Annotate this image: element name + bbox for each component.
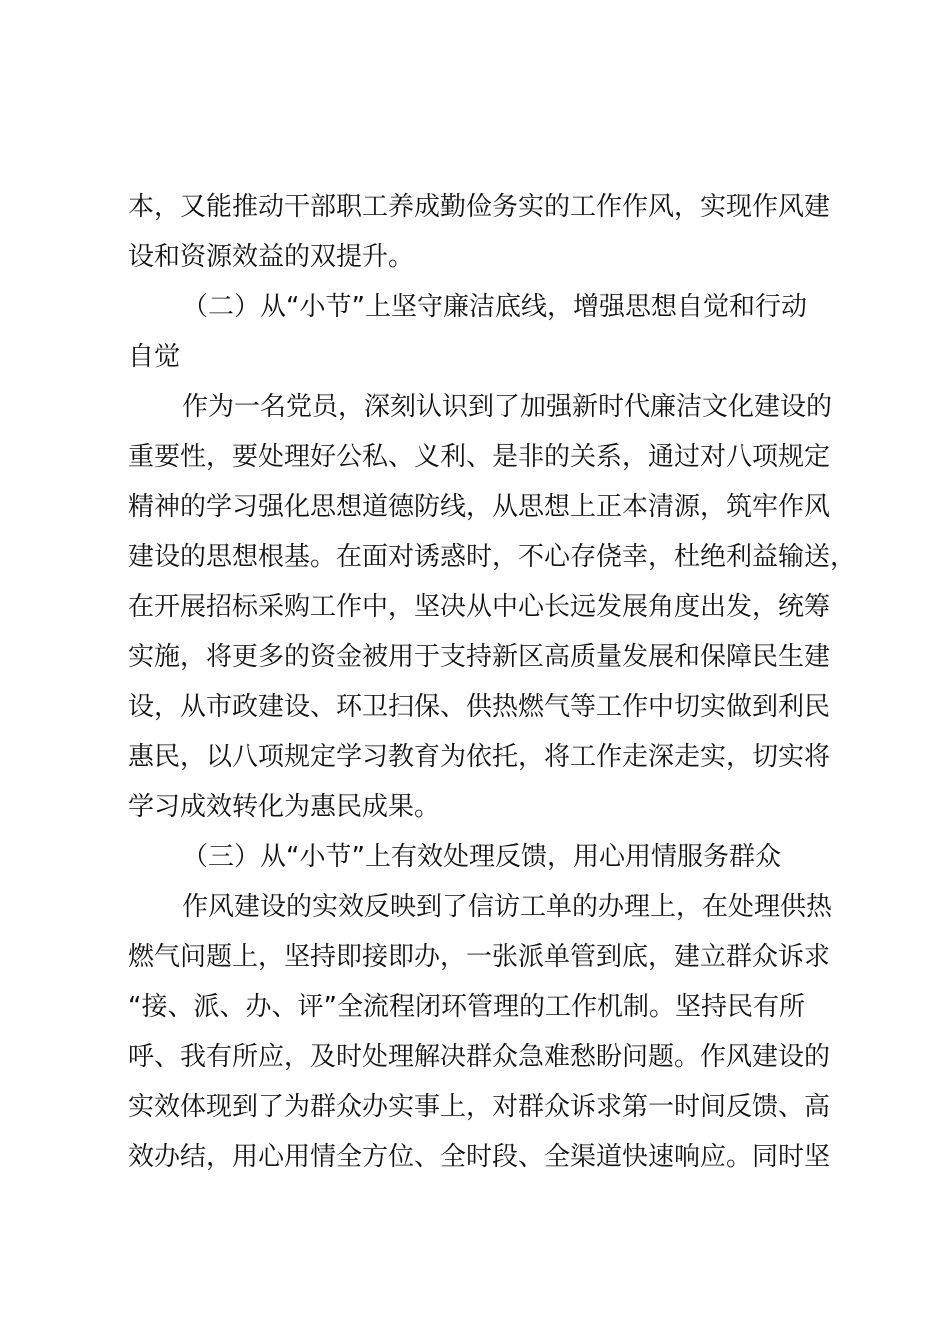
text-line: 实效体现到了为群众办实事上，对群众诉求第一时间反馈、高 [128,1092,831,1122]
text-line: 作为一名党员，深刻认识到了加强新时代廉洁文化建设的 [182,392,833,422]
text-line: 本，又能推动干部职工养成勤俭务实的工作作风，实现作风建 [128,192,831,222]
text-line: 设和资源效益的双提升。 [128,242,415,272]
section-heading-line: 自觉 [128,342,181,372]
section-heading-line: （三）从“小节”上有效处理反馈，用心用情服务群众 [182,842,781,872]
text-line: 惠民，以八项规定学习教育为依托，将工作走深走实，切实将 [128,742,831,772]
text-line: 重要性，要处理好公私、义利、是非的关系，通过对八项规定 [128,442,831,472]
text-line: 学习成效转化为惠民成果。 [128,792,441,822]
text-line: 燃气问题上，坚持即接即办，一张派单管到底，建立群众诉求 [128,942,831,972]
text-line: 实施，将更多的资金被用于支持新区高质量发展和保障民生建 [128,642,831,672]
text-line: 精神的学习强化思想道德防线，从思想上正本清源，筑牢作风 [128,492,831,522]
text-line: 效办结，用心用情全方位、全时段、全渠道快速响应。同时坚 [128,1142,831,1172]
text-line: 呼、我有所应，及时处理解决群众急难愁盼问题。作风建设的 [128,1042,831,1072]
text-line: 作风建设的实效反映到了信访工单的办理上，在处理供热 [182,892,833,922]
document-body [128,182,857,1182]
text-line: 在开展招标采购工作中，坚决从中心长远发展角度出发，统筹 [128,592,831,622]
text-line: 设，从市政建设、环卫扫保、供热燃气等工作中切实做到利民 [128,692,831,722]
section-heading-line: （二）从“小节”上坚守廉洁底线，增强思想自觉和行动 [182,292,807,322]
text-line: “接、派、办、评”全流程闭环管理的工作机制。坚持民有所 [128,992,805,1022]
text-line: 建设的思想根基。在面对诱惑时，不心存侥幸，杜绝利益输送， [128,542,857,572]
